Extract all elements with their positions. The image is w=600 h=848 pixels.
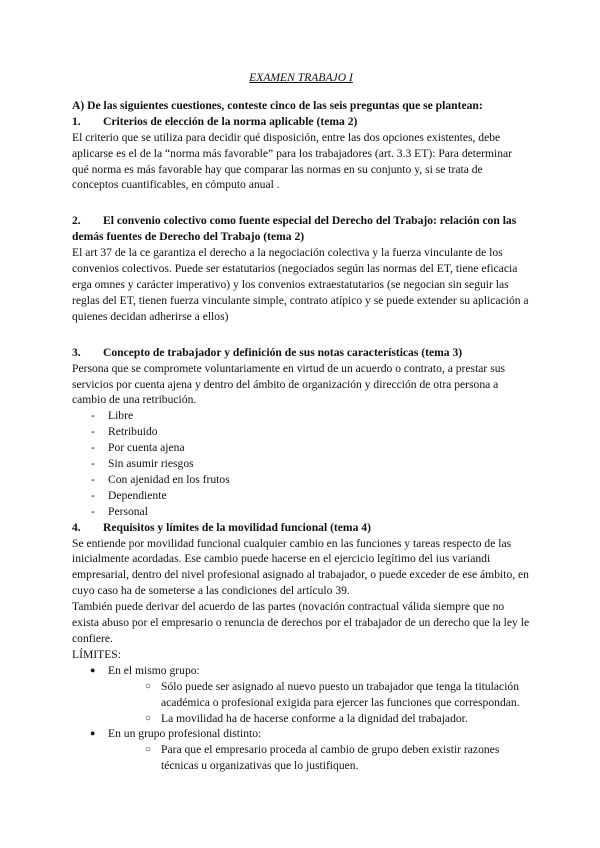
q4-number: 4. <box>72 520 81 534</box>
list-item: - Retribuido <box>91 424 530 440</box>
q3-number: 3. <box>72 345 81 359</box>
limit-sublist <box>108 679 530 727</box>
q2-heading-text: El convenio colectivo como fuente especial del Derecho del Trabajo: relación con las demás fuentes de Derecho del Trabajo (tema 2) <box>72 214 517 244</box>
list-item: ○ Para que el empresario proceda al cambio de grupo deben existir razones técnicas u organizativas que lo justifiquen. <box>145 742 530 774</box>
limit-group-label: En el mismo grupo: <box>108 663 200 677</box>
document-title: EXAMEN TRABAJO I <box>249 71 353 84</box>
q1-answer: El criterio que se utiliza para decidir qué disposición, entre las dos opciones existentes, debe aplicarse es el de la “norma más favorable” para los trabajadores (art. 3.3 ET): Para determinar qué norma es más favorable hay que comparar las normas en su conjunto y, si se trata de conceptos cuantificables, en cómputo anual . <box>72 130 513 192</box>
document-page <box>72 70 530 774</box>
q2-number: 2. <box>72 214 81 228</box>
q2-answer: El art 37 de la ce garantiza el derecho a la negociación colectiva y la fuerza vinculante de los convenios colectivos. Puede ser estatutarios (negociados según las normas del ET, tiene eficacia erga omnes y carácter imperativo) y los convenios extraestatutarios (se negocian sin seguir las reglas del ET, tienen fuerza vinculante simple, contrato atípico y se puede extender su aplicación a quienes decidan adherirse a ellos) <box>72 246 529 323</box>
q4-answer-paragraph-2: También puede derivar del acuerdo de las partes (novación contractual válida siempre que no exista abuso por el empresario o renuncia de derechos por el trabajador de un derecho que la ley le confiere. <box>72 600 530 645</box>
limits-label: LÍMITES: <box>72 647 121 661</box>
list-item: ○ Sólo puede ser asignado al nuevo puesto un trabajador que tenga la titulación académica o profesional exigida para ejercer las funciones que correspondan. <box>145 679 530 711</box>
q1-number: 1. <box>72 114 81 128</box>
limit-group-different <box>90 726 530 774</box>
q3-heading <box>72 345 530 361</box>
q4-answer-paragraph-1: Se entiende por movilidad funcional cualquier cambio en las funciones y tareas respecto de las inicialmente acordadas. Ese cambio puede hacerse en el ejercicio legítimo del ius variandi empresarial, dentro del nivel profesional asignado al trabajador, o puede exceder de ese ámbito, en cuyo caso ha de someterse a las condiciones del artículo 39. <box>72 536 529 598</box>
list-item: - Por cuenta ajena <box>91 440 530 456</box>
q4-heading <box>72 520 530 536</box>
q3-heading-text: Concepto de trabajador y definición de sus notas características (tema 3) <box>103 345 463 359</box>
list-item: - Sin asumir riesgos <box>91 456 530 472</box>
list-item: - Personal <box>91 504 530 520</box>
limits-list <box>72 663 530 774</box>
list-item: - Dependiente <box>91 488 530 504</box>
q4-heading-text: Requisitos y límites de la movilidad funcional (tema 4) <box>103 520 371 534</box>
intro-instruction: A) De las siguientes cuestiones, conteste cinco de las seis preguntas que se plantean: <box>72 98 483 112</box>
q2-heading <box>72 213 530 245</box>
list-item: - Libre <box>91 408 530 424</box>
list-item: ○ La movilidad ha de hacerse conforme a la dignidad del trabajador. <box>145 711 530 727</box>
q1-heading-text: Criterios de elección de la norma aplicable (tema 2) <box>103 114 358 128</box>
list-item: - Con ajenidad en los frutos <box>91 472 530 488</box>
q1-heading <box>72 114 530 130</box>
limit-group-same <box>90 663 530 727</box>
q3-answer: Persona que se compromete voluntariamente en virtud de un acuerdo o contrato, a prestar sus servicios por cuenta ajena y dentro del ámbito de organización y dirección de otra persona a cambio de una retribución. <box>72 361 506 407</box>
limit-group-label: En un grupo profesional distinto: <box>108 727 262 741</box>
q3-characteristics-list <box>72 408 530 519</box>
limit-sublist <box>108 742 530 774</box>
